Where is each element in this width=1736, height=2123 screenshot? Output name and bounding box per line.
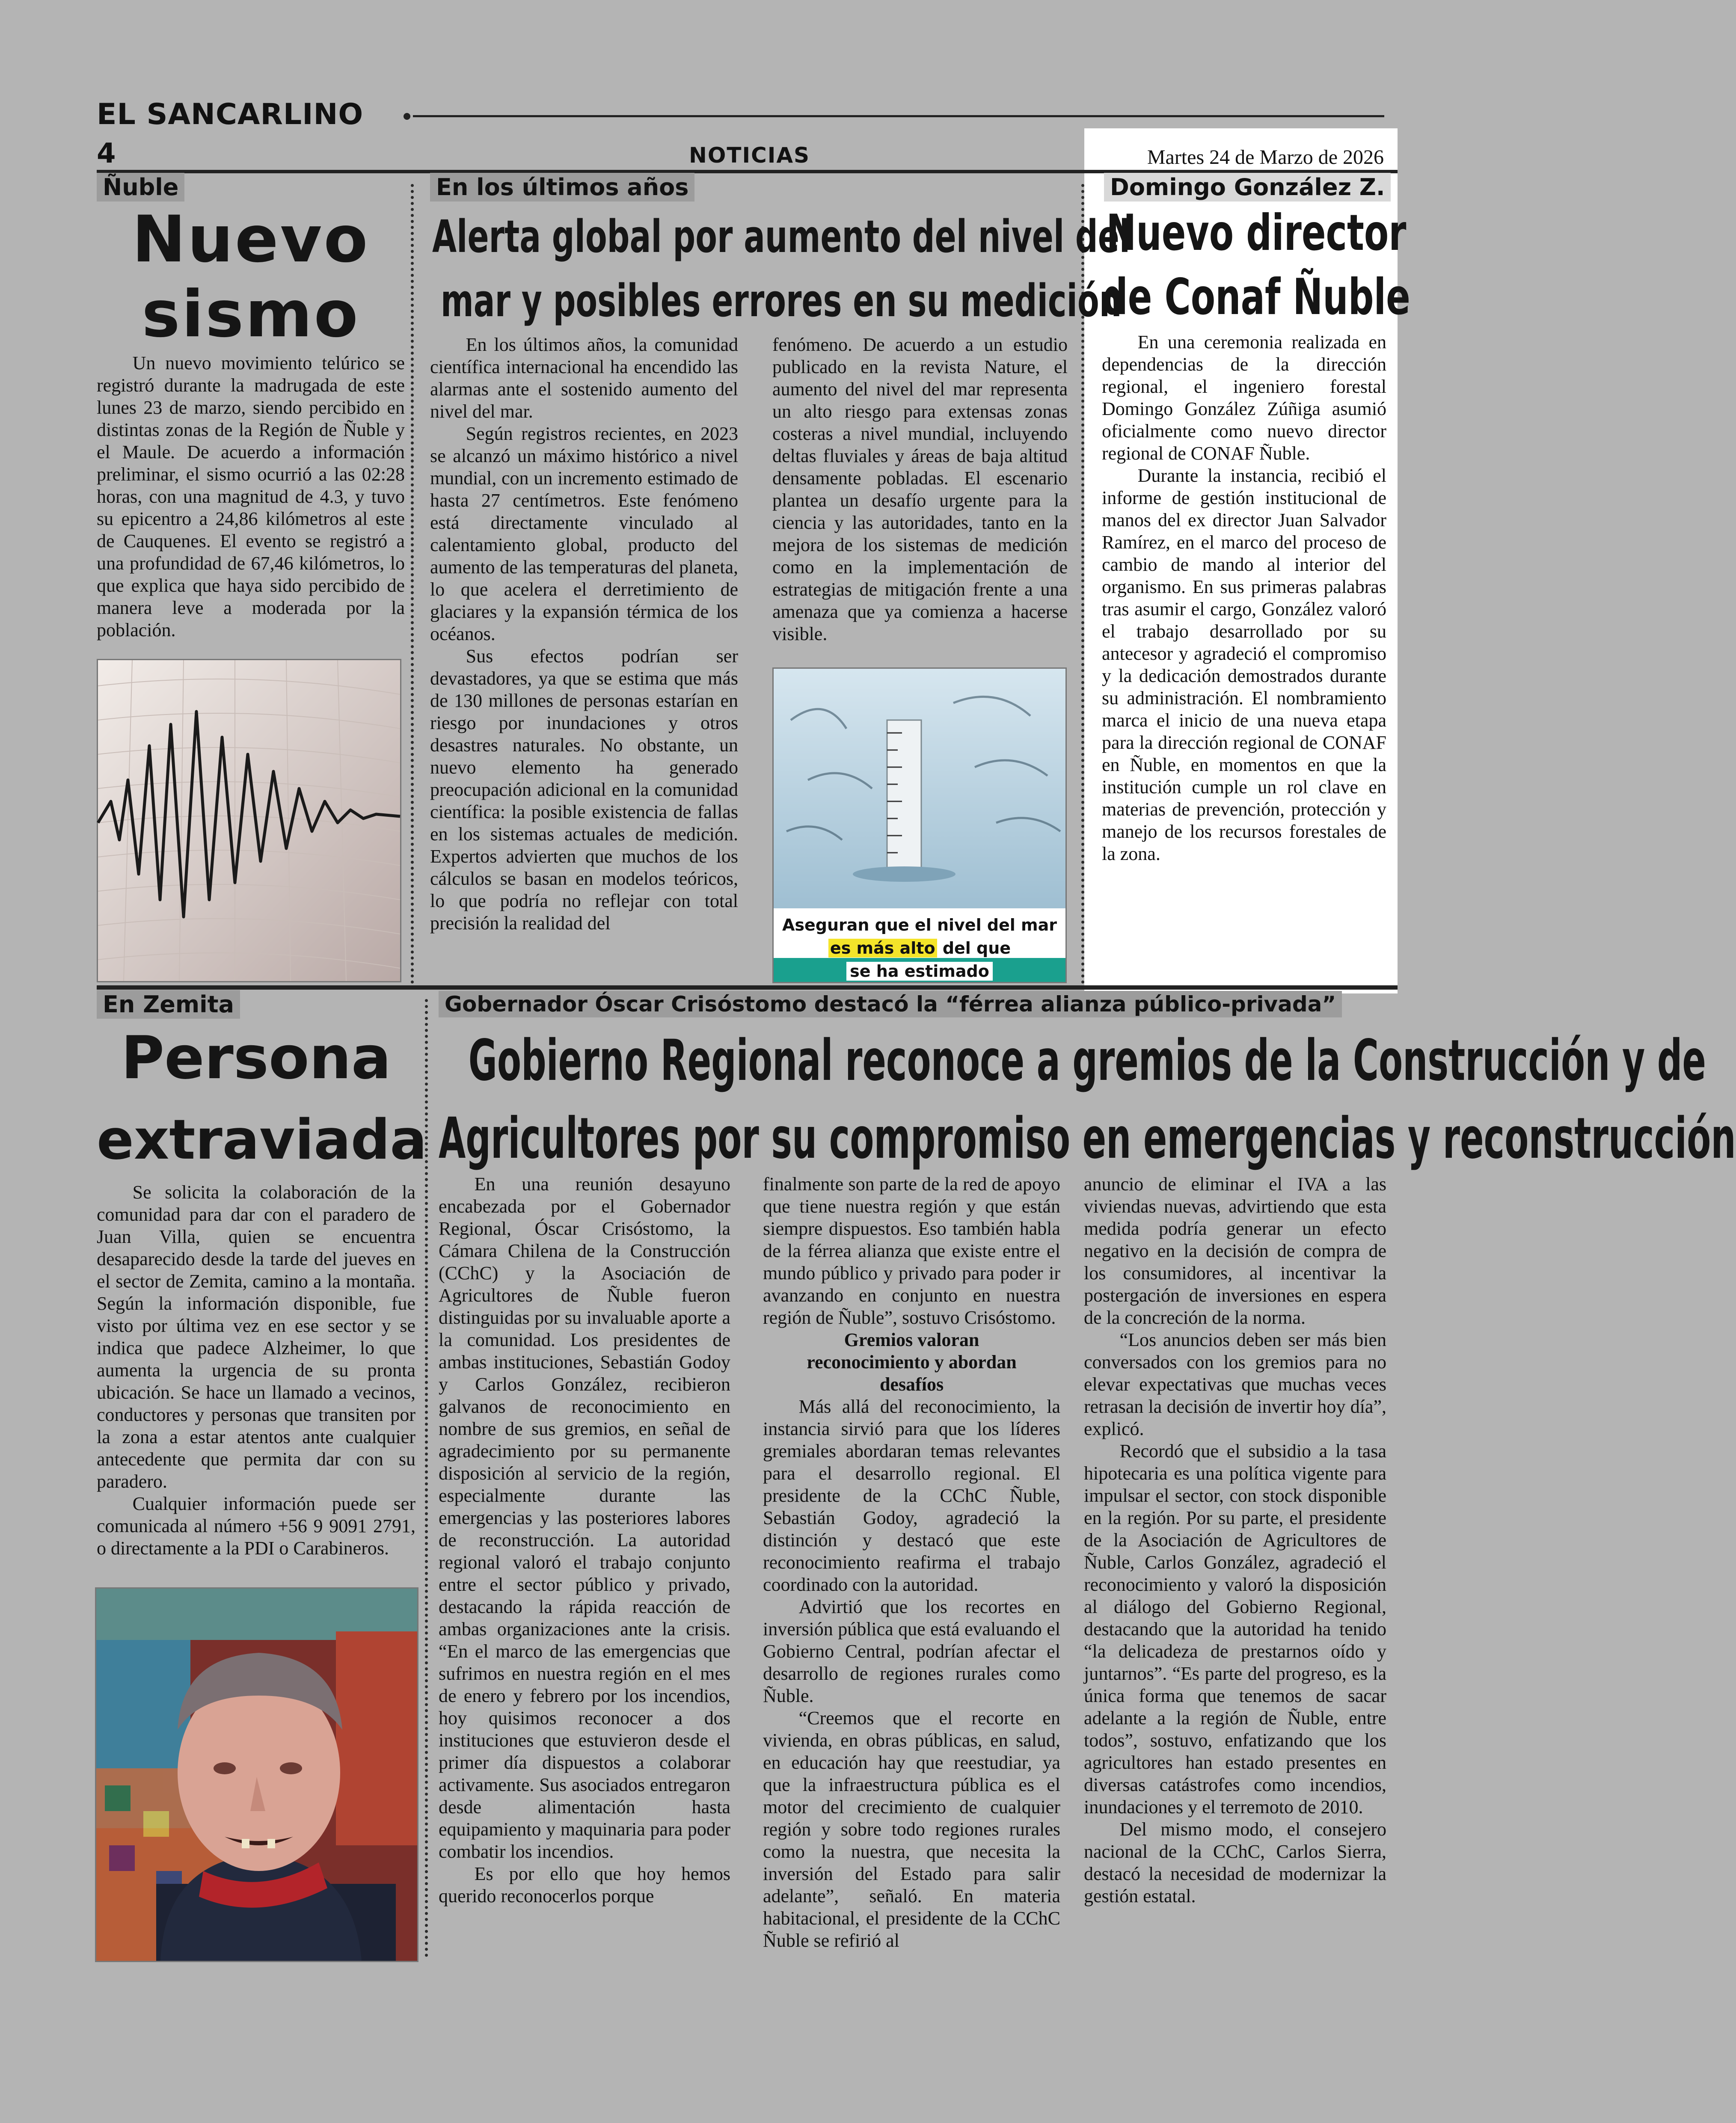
image-caption: [774, 913, 1065, 983]
seismograph-image: [97, 659, 401, 982]
headline-line-1: Nuevo director: [1106, 204, 1407, 262]
newspaper-name: EL SANCARLINO: [97, 98, 364, 131]
article-paragraph: fenómeno. De acuerdo a un estudio publicado en la revista Nature, el aumento del nivel del mar representa un alto riesgo para extensas zonas costeras a nivel mundial, incluyendo deltas fluviales y áreas de baja altitud densamente pobladas. El escenario plantea un desafío urgente para la ciencia y las autoridades, tanto en la mejora de los sistemas de medición como en la implementación de estrategias de mitigación frente a una amenaza que ya comienza a hacerse visible.: [772, 334, 1068, 644]
article-headline: [432, 205, 1130, 333]
article-body: [97, 1181, 415, 1560]
headline-line-2: sismo: [142, 277, 360, 352]
headline-line-2: de Conaf Ñuble: [1102, 268, 1410, 326]
headline-line-1: Gobierno Regional reconoce a gremios de la Construcción y de: [468, 1028, 1706, 1094]
article-paragraph: finalmente son parte de la red de apoyo que tiene nuestra región y que están siempre dispuestos. Eso también habla de la férrea alianza que existe entre el mundo público y privado para poder ir avanzando en conjunto en nuestra región de Ñuble”, sostuvo Crisóstomo.: [763, 1174, 1060, 1328]
article-paragraph: “Los anuncios deben ser más bien conversados con los gremios para no elevar expectativas que muchas veces retrasan la decisión de invertir hoy día”, explicó.: [1084, 1329, 1386, 1439]
article-kicker: Domingo González Z.: [1104, 173, 1391, 202]
caption-text: Aseguran que el: [782, 916, 932, 934]
headline-line-1: Persona: [121, 1023, 392, 1093]
article-kicker: Ñuble: [97, 173, 184, 202]
headline-line-1: Nuevo: [132, 202, 370, 277]
article-body: [1102, 331, 1386, 865]
article-column-1: [430, 334, 738, 934]
tide-gauge-image: [772, 667, 1067, 983]
article-body: [97, 352, 405, 641]
article-headline: [97, 202, 405, 352]
column-separator: [411, 184, 414, 984]
article-paragraph: anuncio de eliminar el IVA a las viviendas nuevas, advirtiendo que esta medida podría generar un efecto negativo en la decisión de compra de los consumidores, al incentivar la postergación de inversiones en espera de la concreción de la norma.: [1084, 1174, 1386, 1328]
article-gremios: [439, 993, 1397, 1016]
article-extraviada: [97, 991, 427, 1560]
page-number: 4: [97, 138, 116, 169]
article-sismo: [97, 175, 405, 641]
masthead-dot: [404, 113, 410, 120]
article-conaf: [1104, 175, 1386, 200]
article-headline: [439, 1022, 1736, 1177]
article-paragraph: En una ceremonia realizada en dependencias de la dirección regional, el ingeniero forestal Domingo González Zúñiga asumió oficialmente como nuevo director regional de CONAF Ñuble.: [1102, 332, 1386, 464]
article-paragraph: Sus efectos podrían ser devastadores, ya que se estima que más de 130 millones de personas estarían en riesgo por inundaciones y otros desastres naturales. No obstante, un nuevo elemento ha generado preocupación adicional en la comunidad científica: la posible existencia de fallas en los sistemas actuales de medición. Expertos advierten que muchos de los cálculos se basan en modelos teóricos, lo que podría no reflejar con total precisión la realidad del: [430, 646, 738, 934]
article-subhead: Gremios valoran reconocimiento y abordan desafíos: [807, 1329, 1017, 1395]
article-kicker: Gobernador Óscar Crisóstomo destacó la “férrea alianza público-privada”: [439, 991, 1342, 1017]
article-column-1: [439, 1173, 730, 1907]
article-paragraph: Más allá del reconocimiento, la instancia sirvió para que los líderes gremiales abordaran temas relevantes para el desarrollo regional. El presidente de la CChC Ñuble, Sebastián Godoy, agradeció la distinción y destacó que este reconocimiento reafirma el trabajo coordinado con la autoridad.: [763, 1396, 1060, 1595]
article-paragraph: Durante la instancia, recibió el informe de gestión institucional de manos del ex director Juan Salvador Ramírez, en el marco del proceso de cambio de mando al interior del organismo. En sus primeras palabras tras asumir el cargo, González valoró el trabajo desarrollado por su antecesor y agradeció el compromiso y la dedicación demostrados durante su administración. El nombramiento marca el inicio de una nueva etapa para la dirección regional de CONAF en Ñuble, en momentos en que la institución cumple un rol clave en materias de prevención, protección y manejo de los recursos forestales de la zona.: [1102, 465, 1386, 864]
article-paragraph: “Creemos que el recorte en vivienda, en obras públicas, en salud, en educación hay que reestudiar, ya que la infraestructura pública es el motor del crecimiento de cualquier región y sobre todo regiones rurales como la nuestra, que necesita la inversión del Estado para salir adelante”, señaló. En materia habitacional, el presidente de la CChC Ñuble se refirió al: [763, 1708, 1060, 1951]
article-column-2: [763, 1173, 1060, 1952]
headline-line-2: mar y posibles errores en su medición: [440, 275, 1122, 327]
section-rule: [97, 985, 1398, 990]
article-headline: [97, 1017, 427, 1181]
masthead-rule: [413, 115, 1384, 117]
article-paragraph: Cualquier información puede ser comunicada al número +56 9 9091 2791, o directamente a la PDI o Carabineros.: [97, 1493, 415, 1559]
article-column-2: [772, 334, 1068, 645]
article-paragraph: Recordó que el subsidio a la tasa hipotecaria es una política vigente para impulsar el sector, con stock disponible en la región. Por su parte, el presidente de la Asociación de Agricultores de Ñuble, Carlos González, agradeció el reconocimiento y valoró la disposición al diálogo del Gobierno Regional, destacando que la autoridad ha tenido “la delicadeza de prestarnos oído y juntarnos”. “Es parte del progreso, es la única forma que tenemos de sacar adelante a la región de Ñuble, entre todos”, sostuvo, enfatizando que los agricultores han estado presentes en diversas catástrofes como incendios, inundaciones y el terremoto de 2010.: [1084, 1441, 1386, 1818]
article-paragraph: Del mismo modo, el consejero nacional de la CChC, Carlos Sierra, destacó la necesidad de modernizar la gestión estatal.: [1084, 1819, 1386, 1907]
caption-text: nivel del mar: [937, 916, 1057, 934]
article-paragraph: En una reunión desayuno encabezada por el Gobernador Regional, Óscar Crisóstomo, la Cámara Chilena de la Construcción (CChC) y la Asociación de Agricultores de Ñuble fueron distinguidas por su invaluable aporte a la comunidad. Los presidentes de ambas instituciones, Sebastián Godoy y Carlos González, recibieron galvanos de reconocimiento en nombre de sus gremios, en señal de agradecimiento por su permanente disposición al servicio de la región, especialmente durante las emergencias y las posteriores labores de reconstrucción. La autoridad regional valoró el trabajo conjunto entre el sector público y privado, destacando la rápida reacción de ambas organizaciones ante la crisis. “En el marco de las emergencias que sufrimos en nuestra región en el mes de enero y febrero por los incendios, hoy quisimos reconocer a dos instituciones que estuvieron desde el primer día dispuestos a colaborar activamente. Sus asociados entregaron desde alimentación hasta equipamiento y maquinaria para poder combatir los incendios.: [439, 1174, 730, 1862]
section-title: NOTICIAS: [689, 143, 810, 168]
article-paragraph: Según registros recientes, en 2023 se alcanzó un máximo histórico a nivel mundial, con un incremento estimado de hasta 27 centímetros. Este fenómeno está directamente vinculado al calentamiento global, producto del aumento de las temperaturas del planeta, lo que acelera el derretimiento de glaciares y la expansión térmica de los océanos.: [430, 423, 738, 644]
article-kicker: En Zemita: [97, 990, 240, 1019]
article-paragraph: En los últimos años, la comunidad científica internacional ha encendido las alarmas ante el sostenido aumento del nivel del mar.: [430, 334, 738, 422]
headline-line-2: Agricultores por su compromiso en emergencias y reconstrucción: [439, 1106, 1736, 1171]
article-paragraph: Advirtió que los recortes en inversión pública que está evaluando el Gobierno Central, podrían afectar el desarrollo de regiones rurales como Ñuble.: [763, 1596, 1060, 1706]
article-paragraph: Un nuevo movimiento telúrico se registró durante la madrugada de este lunes 23 de marzo, siendo percibido en distintas zonas de la Región de Ñuble y el Maule. De acuerdo a información preliminar, el sismo ocurrió a las 02:28 horas, con una magnitud de 4.3, y tuvo su epicentro a 24,86 kilómetros al este de Cauquenes. El evento se registró a una profundidad de 67,46 kilómetros, lo que explica que haya sido percibido de manera leve a moderada por la población.: [97, 353, 405, 641]
article-headline: [1102, 201, 1410, 329]
article-paragraph: Es por ello que hoy hemos querido reconocerlos porque: [439, 1863, 730, 1907]
caption-text: del que: [942, 939, 1011, 958]
article-column-3: [1084, 1173, 1386, 1907]
article-kicker: En los últimos años: [430, 173, 694, 202]
headline-line-2: extraviada: [97, 1108, 427, 1172]
missing-person-photo: [95, 1587, 418, 1962]
caption-highlight: es más alto: [828, 939, 937, 958]
caption-text: se ha estimado: [846, 962, 993, 981]
article-paragraph: Se solicita la colaboración de la comunidad para dar con el paradero de Juan Villa, quien se encuentra desaparecido desde la tarde del jueves en el sector de Zemita, camino a la montaña. Según la información disponible, fue visto por última vez en ese sector y se indica que padece Alzheimer, lo que aumenta la urgencia de su pronta ubicación. Se hace un llamado a vecinos, conductores y personas que transiten por la zona a estar atentos ante cualquier antecedente que permita dar con su paradero.: [97, 1182, 415, 1492]
article-nivel-mar: [430, 175, 1072, 200]
issue-date: Martes 24 de Marzo de 2026: [1147, 146, 1384, 169]
headline-line-1: Alerta global por aumento del nivel del: [432, 211, 1131, 263]
